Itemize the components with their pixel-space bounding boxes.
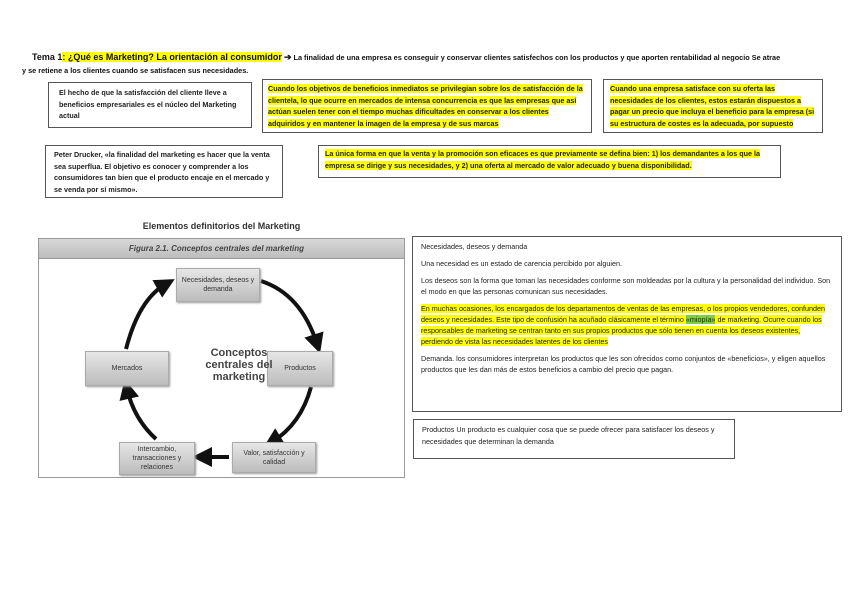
def-deseos: Los deseos son la forma que toman las necesidades conforme son moldeadas por la cultura y la personalidad del individuo. Son el modo en que las personas comunican sus necesidades.: [421, 276, 831, 296]
note-text: El hecho de que la satisfacción del cliente lleve a beneficios empresariales es el núcleo del Marketing actual: [59, 88, 237, 120]
topic-label: Tema 1: [32, 52, 63, 62]
topic-line1: La finalidad de una empresa es conseguir y conservar clientes satisfechos con los productos y que aporten rentabilidad al negocio Se atrae: [293, 53, 781, 62]
node-valor: Valor, satisfacción y calidad: [232, 442, 316, 473]
arrow-icon: [272, 387, 311, 442]
topic-title: : ¿Qué es Marketing? La orientación al consumidor: [62, 52, 282, 62]
note-satisfaccion: [48, 82, 252, 128]
marketing-concepts-figure: [38, 238, 405, 478]
arrow-icon: [261, 281, 317, 344]
miopia-term: «miopía»: [685, 315, 716, 324]
def-demanda: Demanda. los consumidores interpretan los productos que les son ofrecidos como conjuntos de «beneficios», y eligen aquellos productos que les dan más de estos beneficios a cambio del precio que pagan.: [421, 354, 826, 374]
note-text: Cuando los objetivos de beneficios inmediatos se privilegian sobre los de satisfacción de la clientela, lo que ocurre en mercados de intensa concurrencia es que las empresas que así actúan suelen tener con el tiempo muchas dificultades en conservar a los clientes adquiridos y en mantener la imagen de la empresa y de sus marcas: [268, 84, 583, 128]
figure-caption: Figura 2.1. Conceptos centrales del marketing: [39, 239, 404, 259]
note-oferta: [603, 79, 823, 133]
definitions-panel: [412, 236, 842, 412]
note-text: Productos Un producto es cualquier cosa que se puede ofrecer para satisfacer los deseos y necesidades que determinan la demanda: [422, 425, 715, 446]
note-text: La única forma en que la venta y la promoción son eficaces es que previamente se defina bien: 1) los demandantes a los que la empresa se dirige y sus necesidades, y 2) una oferta al mercado de valor adecuado y buena disponibilidad.: [325, 149, 760, 170]
note-text: Cuando una empresa satisface con su oferta las necesidades de los clientes, estos estarán dispuestos a pagar un precio que incluya el beneficio para la empresa (si su estructura de costes es la adecuada, por supuesto: [610, 84, 815, 128]
definitions-heading: Necesidades, deseos y demanda: [421, 242, 528, 251]
node-productos: Productos: [267, 351, 333, 386]
arrow-icon: [127, 389, 156, 439]
node-necesidades: Necesidades, deseos y demanda: [176, 268, 260, 302]
note-drucker: [45, 145, 283, 198]
arrow-right-icon: ➔: [283, 52, 292, 62]
def-necesidad: Una necesidad es un estado de carencia percibido por alguien.: [421, 259, 622, 268]
figure-center-label: Conceptos centrales del marketing: [205, 347, 273, 383]
def-miopia: En muchas ocasiones, los encargados de los departamentos de ventas de las empresas, o los propios vendedores, confunden deseos y necesidades. Este tipo de confusión ha acuñado clásicamente el término «miopía» de marketing. Ocurre cuando los responsables de marketing se centran tanto en sus propios productos que sólo tienen en cuenta los deseos existentes, perdiendo de vista las necesidades latentes de los clientes: [421, 304, 825, 346]
section-heading: Elementos definitorios del Marketing: [142, 221, 301, 231]
node-mercados: Mercados: [85, 351, 169, 386]
note-objetivos: [262, 79, 592, 133]
topic-line2: y se retiene a los clientes cuando se satisfacen sus necesidades.: [22, 66, 249, 75]
topic-header: [22, 51, 832, 77]
node-intercambio: Intercambio, transacciones y relaciones: [119, 442, 195, 475]
note-productos: [413, 419, 735, 459]
note-unica-forma: [318, 145, 781, 178]
note-text: Peter Drucker, «la finalidad del marketing es hacer que la venta sea superflua. El objetivo es conocer y comprender a los consumidores tan bien que el producto encaje en el mercado y se venda por sí mismo».: [54, 150, 270, 194]
arrow-icon: [126, 284, 166, 349]
